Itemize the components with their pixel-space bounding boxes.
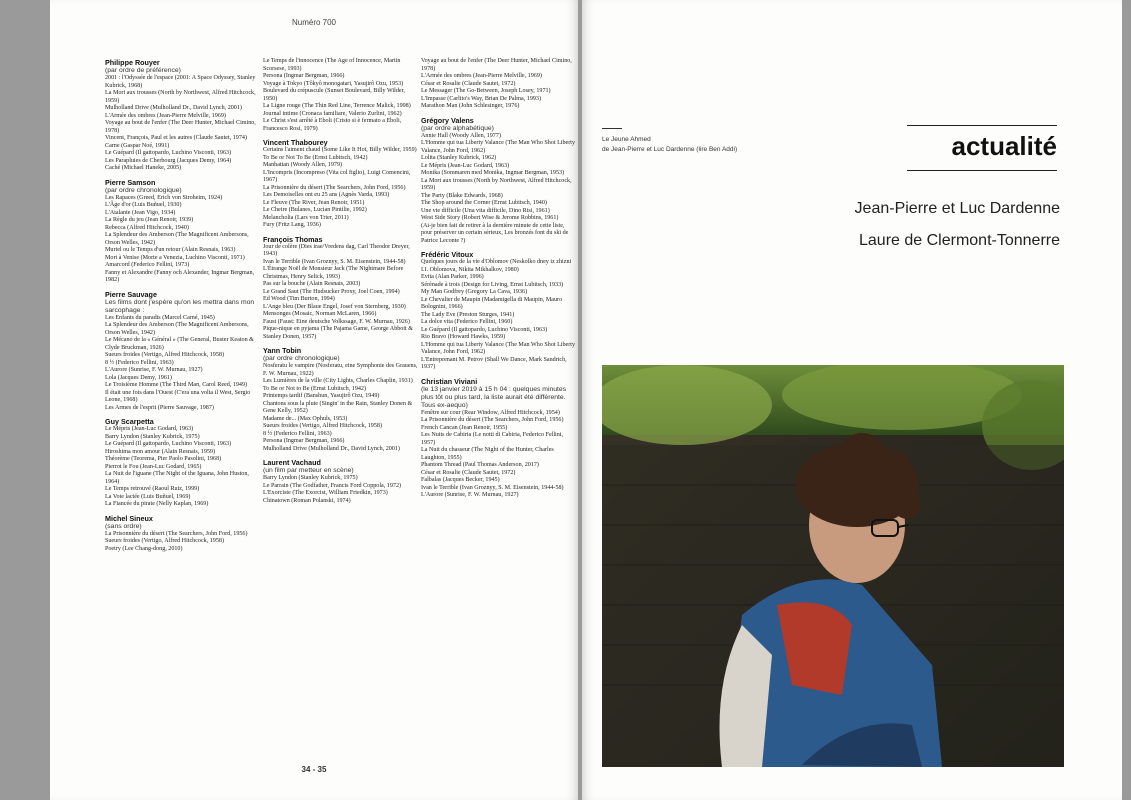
film-entry: Voyage au bout de l'enfer (The Deer Hunter, Michael Cimino, 1978) [421, 58, 572, 72]
critic-list [263, 58, 418, 133]
critic-list [421, 58, 576, 111]
film-entry: Marathon Man (John Schlesinger, 1976) [421, 103, 520, 109]
film-entry: La Nuit du chasseur (The Night of the Hunter, Charles Laughton, 1955) [421, 447, 554, 461]
critic-name: Pierre Sauvage [105, 289, 157, 299]
film-entry: The Shop around the Corner (Ernst Lubitsch, 1940) [421, 200, 547, 206]
film-entry: Les Parapluies de Cherbourg (Jacques Demy, 1964) [105, 157, 232, 164]
critic-list [263, 138, 418, 230]
list-note: (par ordre de préférence) [105, 67, 181, 74]
film-entry: Printemps tardif (Banshun, Yasujirô Ozu, 1949) [263, 393, 380, 399]
film-entry: L'Incompris (Incompreso (Vita col figlio), Luigi Comencini, 1967) [263, 169, 411, 183]
film-entry: Certains l'aiment chaud (Some Like It Hot, Billy Wilder, 1959) [263, 147, 417, 153]
critic-name: Grégory Valens [421, 115, 474, 125]
rubric-title: actualité [951, 131, 1057, 161]
film-entry: La dolce vita (Federico Fellini, 1960) [421, 319, 513, 325]
film-entry: L'Aurore (Sunrise, F. W. Murnau, 1927) [105, 367, 203, 373]
film-entry: La Prisonnière du désert (The Searchers, John Ford, 1956) [263, 184, 406, 191]
film-entry: La Prisonnière du désert (The Searchers, John Ford, 1956) [421, 417, 564, 423]
film-entry: Barry Lyndon (Stanley Kubrick, 1975) [105, 433, 200, 440]
film-entry: Le Mépris (Jean-Luc Godard, 1963) [105, 426, 194, 432]
rubric-rule-top [907, 125, 1057, 126]
film-entry: Les Rapaces (Greed, Erich von Stroheim, 1924) [105, 194, 223, 201]
film-entry: L'Atalante (Jean Vigo, 1934) [105, 209, 176, 216]
photo-caption [602, 128, 792, 155]
column-2 [263, 58, 418, 510]
list-note: (par ordre chronologique) [263, 355, 340, 362]
film-entry: Amarcord (Federico Fellini, 1973) [105, 262, 190, 268]
critic-name: Yann Tobin [263, 346, 302, 355]
film-entry: César et Rosalie (Claude Sautet, 1972) [421, 80, 516, 87]
film-entry: Les Nuits de Cabiria (Le notti di Cabiria, Federico Fellini, 1957) [421, 432, 563, 446]
film-entry: L'Armée des ombres (Jean-Pierre Melville, 1969) [421, 73, 542, 79]
film-entry: My Man Godfrey (Gregory La Cava, 1936) [421, 289, 528, 295]
film-entry: L'Armée des ombres (Jean-Pierre Melville, 1969) [105, 112, 226, 119]
film-entry: L'Étrange Noël de Monsieur Jack (The Nightmare Before Christmas, Henry Selick, 1993) [263, 266, 404, 280]
film-entry: Persona (Ingmar Bergman, 1966) [263, 73, 345, 79]
film-entry: Le Mépris (Jean-Luc Godard, 1963) [421, 162, 510, 169]
film-entry: Mort à Venise (Morte a Venezia, Luchino Visconti, 1971) [105, 254, 245, 261]
critic-name: Christian Viviani [421, 376, 478, 386]
film-entry: L'Entreprenant M. Petrov (Shall We Dance, Mark Sandrich, 1937) [421, 356, 567, 370]
critic-name: Guy Scarpetta [105, 417, 154, 426]
critic-name: Michel Sineux [105, 513, 153, 523]
film-entry: Mulholland Drive (Mulholland Dr., David Lynch, 2001) [105, 105, 242, 111]
film-entry: Vincent, François, Paul et les autres (Claude Sautet, 1974) [105, 135, 247, 141]
film-entry: Rebecca (Alfred Hitchcock, 1940) [105, 224, 189, 231]
film-entry: Nosferatu le vampire (Nosferatu, eine Symphonie des Grauens, F. W. Murnau, 1922) [263, 363, 418, 377]
film-entry: Fenêtre sur cour (Rear Window, Alfred Hitchcock, 1954) [421, 409, 560, 416]
film-entry: Evita (Alan Parker, 1996) [421, 274, 484, 280]
critic-list [421, 250, 576, 372]
list-note: Les films dont j'espère qu'on les mettra dans mon sarcophage : [105, 298, 255, 314]
film-entry: Quelques jours de la vie d'Oblomov (Neskolko dney iz zhizni I.I. Oblomova, Nikita Mikhalkov, 1980) [421, 259, 572, 273]
critic-list [421, 377, 576, 500]
film-entry: Manhattan (Woody Allen, 1979) [263, 162, 343, 168]
critic-name: Pierre Samson [105, 177, 156, 187]
film-entry: Lolita (Stanley Kubrick, 1962) [421, 155, 497, 161]
film-entry: Les Lumières de la ville (City Lights, Charles Chaplin, 1931) [263, 378, 413, 384]
film-entry: 8 ½ (Federico Fellini, 1963) [105, 359, 174, 366]
film-entry: Les Enfants du paradis (Marcel Carné, 1945) [105, 314, 215, 321]
film-entry: Annie Hall (Woody Allen, 1977) [421, 132, 501, 139]
film-entry: Hiroshima mon amour (Alain Resnais, 1959) [105, 448, 216, 455]
film-entry: La Nuit de l'iguane (The Night of the Iguana, John Huston, 1964) [105, 471, 249, 485]
film-entry: Boulevard du crépuscule (Sunset Boulevard, Billy Wilder, 1950) [263, 88, 405, 102]
film-entry: 2001 : l'Odyssée de l'espace (2001: A Space Odyssey, Stanley Kubrick, 1968) [105, 75, 256, 89]
film-entry: L'Impasse (Carlito's Way, Brian De Palma, 1993) [421, 95, 541, 102]
film-entry: La Splendeur des Amberson (The Magnificent Ambersons, Orson Welles, 1942) [105, 322, 249, 336]
film-entry: La Règle du jeu (Jean Renoir, 1939) [105, 217, 194, 223]
film-entry: Falbalas (Jacques Becker, 1945) [421, 477, 500, 483]
critic-name: Laurent Vachaud [263, 458, 321, 467]
caption-credit: de Jean-Pierre et Luc Dardenne (lire Ben Addi) [602, 146, 738, 153]
film-entry: Le Temps de l'innocence (The Age of Innocence, Martin Scorsese, 1993) [263, 58, 401, 72]
right-page [582, 0, 1122, 800]
film-entry: Mensonges (Mosaic, Norman McLaren, 1966) [263, 311, 377, 317]
column-1 [105, 58, 260, 558]
critic-list [105, 58, 260, 173]
film-entry: Mulholland Drive (Mulholland Dr., David Lynch, 2001) [263, 445, 400, 452]
film-entry: Le Guépard (Il gattopardo, Luchino Visconti, 1963) [105, 150, 232, 156]
page-numbers: 34 - 35 [301, 765, 327, 774]
list-note: (par ordre alphabétique) [421, 124, 494, 132]
film-entry: 8 ½ (Federico Fellini, 1963) [263, 430, 332, 437]
film-entry: Carne (Gaspar Noé, 1991) [105, 142, 170, 149]
critic-name: Vincent Thabourey [263, 138, 328, 147]
film-entry: Les Armes de l'esprit (Pierre Sauvage, 1987) [105, 404, 214, 411]
film-entry: To Be or Not to Be (Ernst Lubitsch, 1942) [263, 385, 366, 392]
film-entry: Le Guépard (Il gattopardo, Luchino Visconti, 1963) [105, 441, 232, 447]
film-entry: Chinatown (Roman Polanski, 1974) [263, 497, 351, 504]
film-entry: Persona (Ingmar Bergman, 1966) [263, 438, 345, 444]
issue-header: Numéro 700 [291, 18, 337, 27]
film-entry: Le Cheire (Bulanes, Lucian Pintilie, 1992) [263, 207, 367, 213]
film-entry: Pique-nique en pyjama (The Pajama Game, George Abbott & Stanley Donen, 1957) [263, 326, 413, 340]
film-entry: La Splendeur des Amberson (The Magnificent Ambersons, Orson Welles, 1942) [105, 232, 249, 246]
film-entry: West Side Story (Robert Wise & Jerome Robbins, 1961) [421, 215, 559, 221]
film-entry: L'Homme qui tua Liberty Valance (The Man Who Shot Liberty Valance, John Ford, 1962) [421, 341, 576, 355]
film-entry: Le Mécano de la « Général » (The General, Buster Keaton & Clyde Bruckman, 1926) [105, 337, 254, 351]
film-entry: Melancholia (Lars von Trier, 2011) [263, 214, 349, 221]
film-entry: Le Parrain (The Godfather, Francis Ford Coppola, 1972) [263, 482, 402, 489]
film-entry: L'Homme qui tua Liberty Valance (The Man Who Shot Liberty Valance, John Ford, 1962) [421, 140, 576, 154]
film-entry: (Ai-je bien fait de retirer à la dernière minute de cette liste, pour préserver un certain sérieux, Les bronzés font du ski de Patrice Leconte ?) [421, 222, 569, 244]
film-entry: Rio Bravo (Howard Hawks, 1959) [421, 334, 506, 340]
film-entry: Sueurs froides (Vertigo, Alfred Hitchcock, 1958) [105, 352, 224, 358]
film-entry: Le Grand Saut (The Hudsucker Proxy, Joel Coen, 1994) [263, 288, 400, 295]
film-entry: L'Aurore (Sunrise, F. W. Murnau, 1927) [421, 492, 519, 498]
column-3 [421, 58, 576, 505]
film-entry: Ed Wood (Tim Burton, 1994) [263, 296, 335, 302]
film-entry: Le Messager (The Go-Between, Joseph Losey, 1971) [421, 88, 551, 94]
film-entry: The Lady Eve (Preston Sturges, 1941) [421, 311, 515, 318]
caption-film-title: Le Jeune Ahmed [602, 136, 651, 143]
film-entry: Poetry (Lee Chang-dong, 2010) [105, 545, 183, 552]
film-entry: Muriel ou le Temps d'un retour (Alain Resnais, 1963) [105, 247, 236, 253]
film-entry: Théorème (Teorema, Pier Paolo Pasolini, 1968) [105, 456, 222, 462]
critic-list [105, 290, 260, 413]
critic-name: Philippe Rouyer [105, 58, 160, 67]
critic-list [105, 178, 260, 285]
film-entry: Monika (Sommaren med Monika, Ingmar Bergman, 1953) [421, 170, 565, 176]
rubric-rule-bottom [907, 170, 1057, 171]
film-entry: La Prisonnière du désert (The Searchers, John Ford, 1956) [105, 530, 248, 537]
film-entry: Sérénade à trois (Design for Living, Ernst Lubitsch, 1933) [421, 281, 564, 288]
film-entry: Le Fleuve (The River, Jean Renoir, 1951) [263, 199, 365, 206]
film-entry: Barry Lyndon (Stanley Kubrick, 1975) [263, 475, 358, 481]
left-page [50, 0, 578, 800]
film-entry: L'Exorciste (The Exorcist, William Friedkin, 1973) [263, 490, 388, 496]
film-entry: Madame de... (Max Ophuls, 1953) [263, 415, 348, 422]
film-entry: Lola (Jacques Demy, 1961) [105, 374, 172, 381]
film-entry: Voyage au bout de l'enfer (The Deer Hunter, Michael Cimino, 1978) [105, 120, 256, 134]
critic-name: Frédéric Vitoux [421, 250, 474, 259]
film-entry: Sueurs froides (Vertigo, Alfred Hitchcock, 1958) [105, 538, 224, 544]
critic-list [105, 417, 260, 509]
film-entry: Pas sur la bouche (Alain Resnais, 2003) [263, 281, 361, 287]
list-note: (sans ordre) [105, 522, 142, 530]
film-entry: Ivan le Terrible (Ivan Groznyy, S. M. Eisenstein, 1944-58) [263, 258, 406, 265]
film-entry: La Voie lactée (Luis Buñuel, 1969) [105, 493, 191, 500]
film-entry: To Be or Not To Be (Ernst Lubitsch, 1942) [263, 154, 368, 161]
film-entry: Pierrot le Fou (Jean-Luc Godard, 1965) [105, 463, 202, 470]
film-entry: Le Temps retrouvé (Raoul Ruiz, 1999) [105, 486, 200, 492]
film-entry: Jour de colère (Dies irae/Vredens dag, Carl Theodor Dreyer, 1943) [263, 243, 410, 257]
film-entry: Le Christ s'est arrêté à Eboli (Cristo si è fermato a Eboli, Francesco Rosi, 1979) [263, 118, 402, 132]
critic-list [263, 235, 418, 342]
critic-list [263, 346, 418, 453]
caption-rule [602, 128, 622, 129]
film-entry: Les Demoiselles ont eu 25 ans (Agnès Varda, 1993) [263, 192, 390, 198]
film-entry: Chantons sous la pluie (Singin' in the Rain, Stanley Donen & Gene Kelly, 1952) [263, 400, 413, 414]
film-entry: La Mort aux trousses (North by Northwest, Alfred Hitchcock, 1959) [105, 90, 256, 104]
film-entry: Journal intime (Cronaca familiare, Valerio Zurlini, 1962) [263, 110, 402, 117]
list-note: (par ordre chronologique) [105, 186, 182, 194]
critic-list [105, 514, 260, 554]
film-entry: Sueurs froides (Vertigo, Alfred Hitchcock, 1958) [263, 423, 382, 429]
film-entry: La Fiancée du pirate (Nelly Kaplan, 1969) [105, 501, 209, 507]
film-entry: Ivan le Terrible (Ivan Groznyy, S. M. Eisenstein, 1944-58) [421, 484, 564, 491]
film-entry: L'Âge d'or (Luis Buñuel, 1930) [105, 202, 182, 208]
film-entry: Caché (Michael Haneke, 2005) [105, 165, 182, 171]
film-still-photo [602, 365, 1064, 767]
critic-list [421, 116, 576, 246]
film-entry: Le Guépard (Il gattopardo, Luchino Visconti, 1963) [421, 326, 548, 333]
interview-subject-2: Laure de Clermont-Tonnerre [859, 232, 1060, 249]
list-note: (un film par metteur en scène) [263, 467, 354, 474]
film-entry: Une vie difficile (Una vita difficile, Dino Risi, 1961) [421, 207, 550, 214]
film-still-illustration [602, 365, 1064, 767]
film-entry: La Mort aux trousses (North by Northwest, Alfred Hitchcock, 1959) [421, 177, 572, 191]
film-entry: Fury (Fritz Lang, 1936) [263, 222, 321, 228]
film-entry: Faust (Faust: Eine deutsche Volkssage, F. W. Murnau, 1926) [263, 318, 410, 325]
list-note: (le 13 janvier 2019 à 15 h 04 : quelques minutes plus tôt ou plus tard, la liste aurait été différente. Tous ex-aequo) [421, 385, 567, 409]
film-entry: Phantom Thread (Paul Thomas Anderson, 2017) [421, 462, 539, 468]
film-entry: Voyage à Tokyo (Tôkyô monogatari, Yasujirô Ozu, 1953) [263, 80, 404, 87]
film-entry: Le Chevalier de Maupin (Madamigella di Maupin, Mauro Bolognini, 1966) [421, 296, 563, 310]
film-entry: Fanny et Alexandre (Fanny och Alexander, Ingmar Bergman, 1982) [105, 269, 255, 283]
film-entry: The Party (Blake Edwards, 1968) [421, 192, 503, 199]
critic-list [263, 458, 418, 505]
critic-name: François Thomas [263, 234, 323, 244]
interview-subject-1: Jean-Pierre et Luc Dardenne [854, 200, 1060, 217]
film-entry: L'Ange bleu (Der Blaue Engel, Josef von Sternberg, 1930) [263, 303, 406, 310]
film-entry: Il était une fois dans l'Ouest (C'era una volta il West, Sergio Leone, 1968) [105, 389, 251, 403]
film-entry: La Ligne rouge (The Thin Red Line, Terrence Malick, 1998) [263, 103, 411, 109]
film-entry: Le Troisième Homme (The Third Man, Carol Reed, 1949) [105, 382, 248, 388]
film-entry: César et Rosalie (Claude Sautet, 1972) [421, 469, 516, 476]
film-entry: French Cancan (Jean Renoir, 1955) [421, 424, 508, 431]
